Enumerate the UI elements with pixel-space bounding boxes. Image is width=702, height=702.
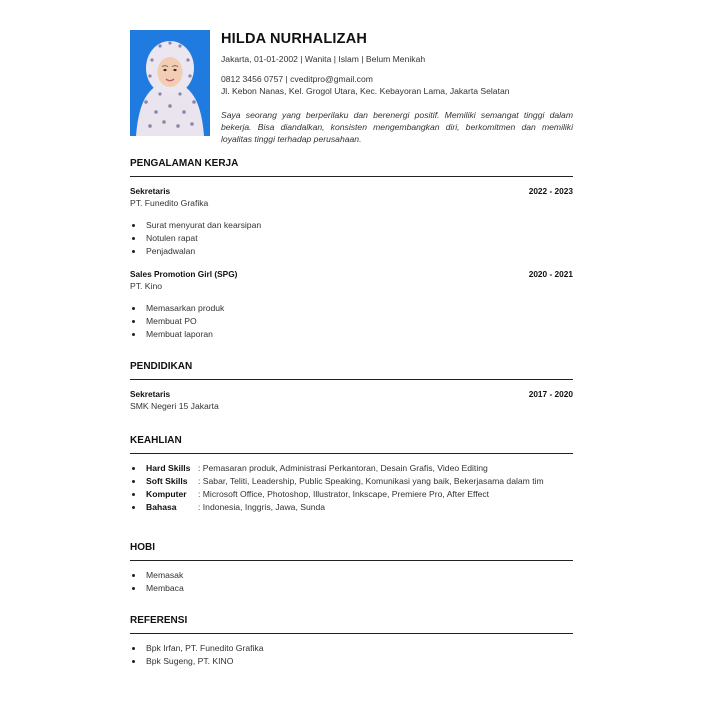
job-company: PT. Kino <box>130 281 163 291</box>
list-item <box>130 475 573 488</box>
list-item: Bpk Sugeng, PT. KINO <box>130 655 573 668</box>
skill-value: : Pemasaran produk, Administrasi Perkantoran, Desain Grafis, Video Editing <box>198 463 488 473</box>
education-school: SMK Negeri 15 Jakarta <box>130 401 219 411</box>
section-title: KEAHLIAN <box>130 435 182 446</box>
list-item: Membuat laporan <box>130 328 573 341</box>
job-tasks <box>130 302 573 341</box>
job-tasks <box>130 219 573 258</box>
references-list <box>130 642 573 668</box>
list-item <box>130 501 573 514</box>
skills-list <box>130 462 573 514</box>
job-header <box>130 186 573 196</box>
job-company: PT. Funedito Grafika <box>130 198 209 208</box>
list-item: Surat menyurat dan kearsipan <box>130 219 573 232</box>
section-title: PENGALAMAN KERJA <box>130 158 239 169</box>
list-item: Membuat PO <box>130 315 573 328</box>
header <box>221 31 573 145</box>
list-item: Notulen rapat <box>130 232 573 245</box>
hobbies-list <box>130 569 573 595</box>
section-title: HOBI <box>130 542 155 553</box>
skill-value: : Microsoft Office, Photoshop, Illustrator, Inkscape, Premiere Pro, After Effect <box>198 489 490 499</box>
list-item: Memasak <box>130 569 573 582</box>
summary: Saya seorang yang berperilaku dan berenergi positif. Memiliki semangat tinggi dalam bekerja. Bisa diandalkan, konsisten mengembangkan diri, berkomitmen dan memiliki loyalitas tinggi terhadap perusahaan. <box>221 110 573 144</box>
skill-value: : Sabar, Teliti, Leadership, Public Speaking, Komunikasi yang baik, Bekerjasama dalam tim <box>198 476 544 486</box>
education-section <box>130 361 573 411</box>
address: Jl. Kebon Nanas, Kel. Grogol Utara, Kec. Kebayoran Lama, Jakarta Selatan <box>221 86 510 96</box>
list-item: Membaca <box>130 582 573 595</box>
job-role: Sales Promotion Girl (SPG) <box>130 269 238 279</box>
section-title: PENDIDIKAN <box>130 361 193 372</box>
section-divider <box>130 453 573 454</box>
job-period: 2022 - 2023 <box>528 186 573 196</box>
experience-section <box>130 158 573 341</box>
skill-label: Soft Skills <box>146 476 188 486</box>
skill-label: Komputer <box>146 489 187 499</box>
skill-label: Hard Skills <box>146 463 191 473</box>
job-header <box>130 269 573 279</box>
education-header <box>130 389 573 399</box>
list-item <box>130 462 573 475</box>
list-item: Penjadwalan <box>130 245 573 258</box>
hobbies-section <box>130 542 573 595</box>
list-item <box>130 488 573 501</box>
personal-info: Jakarta, 01-01-2002 | Wanita | Islam | Belum Menikah <box>221 54 426 64</box>
contact-info: 0812 3456 0757 | cveditpro@gmail.com <box>221 74 373 84</box>
job-role: Sekretaris <box>130 186 171 196</box>
profile-photo <box>130 30 210 136</box>
education-major: Sekretaris <box>130 389 171 399</box>
section-divider <box>130 633 573 634</box>
skill-value: : Indonesia, Inggris, Jawa, Sunda <box>198 502 326 512</box>
section-divider <box>130 560 573 561</box>
list-item: Memasarkan produk <box>130 302 573 315</box>
references-section <box>130 615 573 668</box>
job-period: 2020 - 2021 <box>528 269 573 279</box>
list-item: Bpk Irfan, PT. Funedito Grafika <box>130 642 573 655</box>
section-divider <box>130 176 573 177</box>
section-divider <box>130 379 573 380</box>
full-name: HILDA NURHALIZAH <box>221 31 368 47</box>
skill-label: Bahasa <box>146 502 177 512</box>
skills-section <box>130 435 573 514</box>
section-title: REFERENSI <box>130 615 188 626</box>
education-period: 2017 - 2020 <box>528 389 573 399</box>
